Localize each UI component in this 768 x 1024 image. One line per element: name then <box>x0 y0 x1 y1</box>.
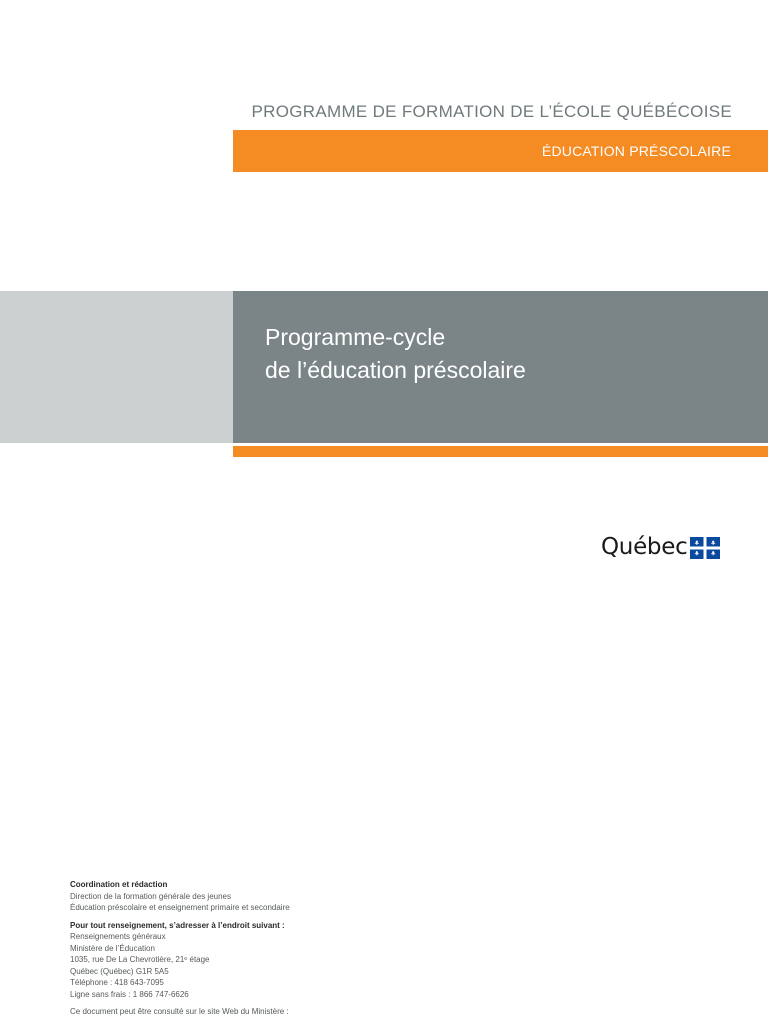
section-label: ÉDUCATION PRÉSCOLAIRE <box>541 143 731 159</box>
document-title <box>265 321 526 387</box>
accent-stripe <box>233 446 768 457</box>
contact-line: Ligne sans frais : 1 866 747-6626 <box>70 989 189 999</box>
contact-line: Ministère de l’Éducation <box>70 943 155 953</box>
series-title: PROGRAMME DE FORMATION DE L’ÉCOLE QUÉBÉCOISE <box>251 102 732 121</box>
quebec-logo <box>601 534 720 560</box>
contact-line: Québec (Québec) G1R 5A5 <box>70 966 169 976</box>
document-title-line-2: de l’éducation préscolaire <box>265 357 526 383</box>
section-banner <box>233 130 768 172</box>
document-title-line-1: Programme-cycle <box>265 324 446 350</box>
title-block <box>233 291 768 443</box>
coordination-line: Direction de la formation générale des jeunes <box>70 891 231 901</box>
side-decorative-block <box>0 291 233 443</box>
quebec-flag-icon <box>690 537 720 559</box>
contact-heading: Pour tout renseignement, s’adresser à l’endroit suivant : <box>70 920 285 930</box>
coordination-heading: Coordination et rédaction <box>70 880 168 889</box>
quebec-wordmark: Québec <box>601 534 688 560</box>
credits-block <box>70 879 290 1018</box>
contact-line: Renseignements généraux <box>70 932 166 941</box>
coordination-line: Éducation préscolaire et enseignement primaire et secondaire <box>70 903 290 912</box>
website-note: Ce document peut être consulté sur le site Web du Ministère : <box>70 1007 289 1016</box>
contact-line: 1035, rue De La Chevrotière, 21ᵉ étage <box>70 955 210 964</box>
contact-line: Téléphone : 418 643-7095 <box>70 978 164 987</box>
